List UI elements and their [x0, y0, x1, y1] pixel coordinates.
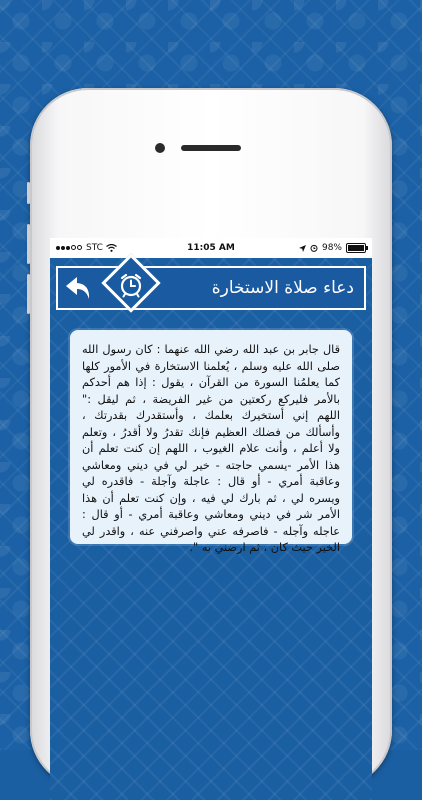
location-icon — [299, 245, 306, 252]
front-camera — [155, 143, 165, 153]
phone-frame — [30, 88, 392, 788]
status-bar — [50, 238, 372, 258]
dua-card — [70, 330, 352, 554]
volume-down-button — [27, 274, 30, 314]
back-arrow-icon — [64, 274, 94, 302]
mute-switch — [27, 182, 30, 204]
alarm-status-icon — [310, 244, 318, 252]
battery-icon — [346, 243, 366, 253]
screen — [50, 238, 372, 800]
battery-percent: 98% — [321, 243, 342, 253]
dua-text: قال جابر بن عبد الله رضي الله عنهما : كان رسول الله صلى الله عليه وسلم ، يُعلمنا الاستخارة في الأمور كلها كما يعلمُنا السورة من القرآن ، يقول : إذا هم أحدكم بالأمر فليركع ركعتين من غير الفريضة ، ثم ليقل :" اللهم إني أستخيرك بعلمك ، وأستقدرك بقدرتك ، وأسألك من فضلك العظيم فإنك تقدرُ ولا أقدرُ ، وتعلم ولا أعلم ، وأنت علام الغيوب ، اللهم إن كنت تعلم أن هذا الأمر -يسمي حاجته - خير لي في ديني ومعاشي وعاقبة أمري - أو قال : عاجلة وآجلة - فاقدره لي ويسره لي ، ثم بارك لي فيه ، وإن كنت تعلم أن هذا الأمر شر في ديني ومعاشي وعاقبة أمري - أو قال : عاجله وآجله - فاصرفه عني واصرفني عنه ، واقدر لي الخير حيث كان ، ثم ارضني به ". — [82, 343, 340, 554]
back-button[interactable] — [62, 272, 96, 304]
alarm-clock-icon — [116, 270, 146, 300]
page-title: دعاء صلاة الاستخارة — [211, 278, 354, 298]
earpiece-speaker — [181, 145, 241, 151]
status-right — [299, 243, 366, 253]
volume-up-button — [27, 224, 30, 264]
carrier-label: STC — [86, 243, 103, 253]
status-time: 11:05 AM — [187, 243, 235, 253]
header-bar — [56, 266, 366, 310]
